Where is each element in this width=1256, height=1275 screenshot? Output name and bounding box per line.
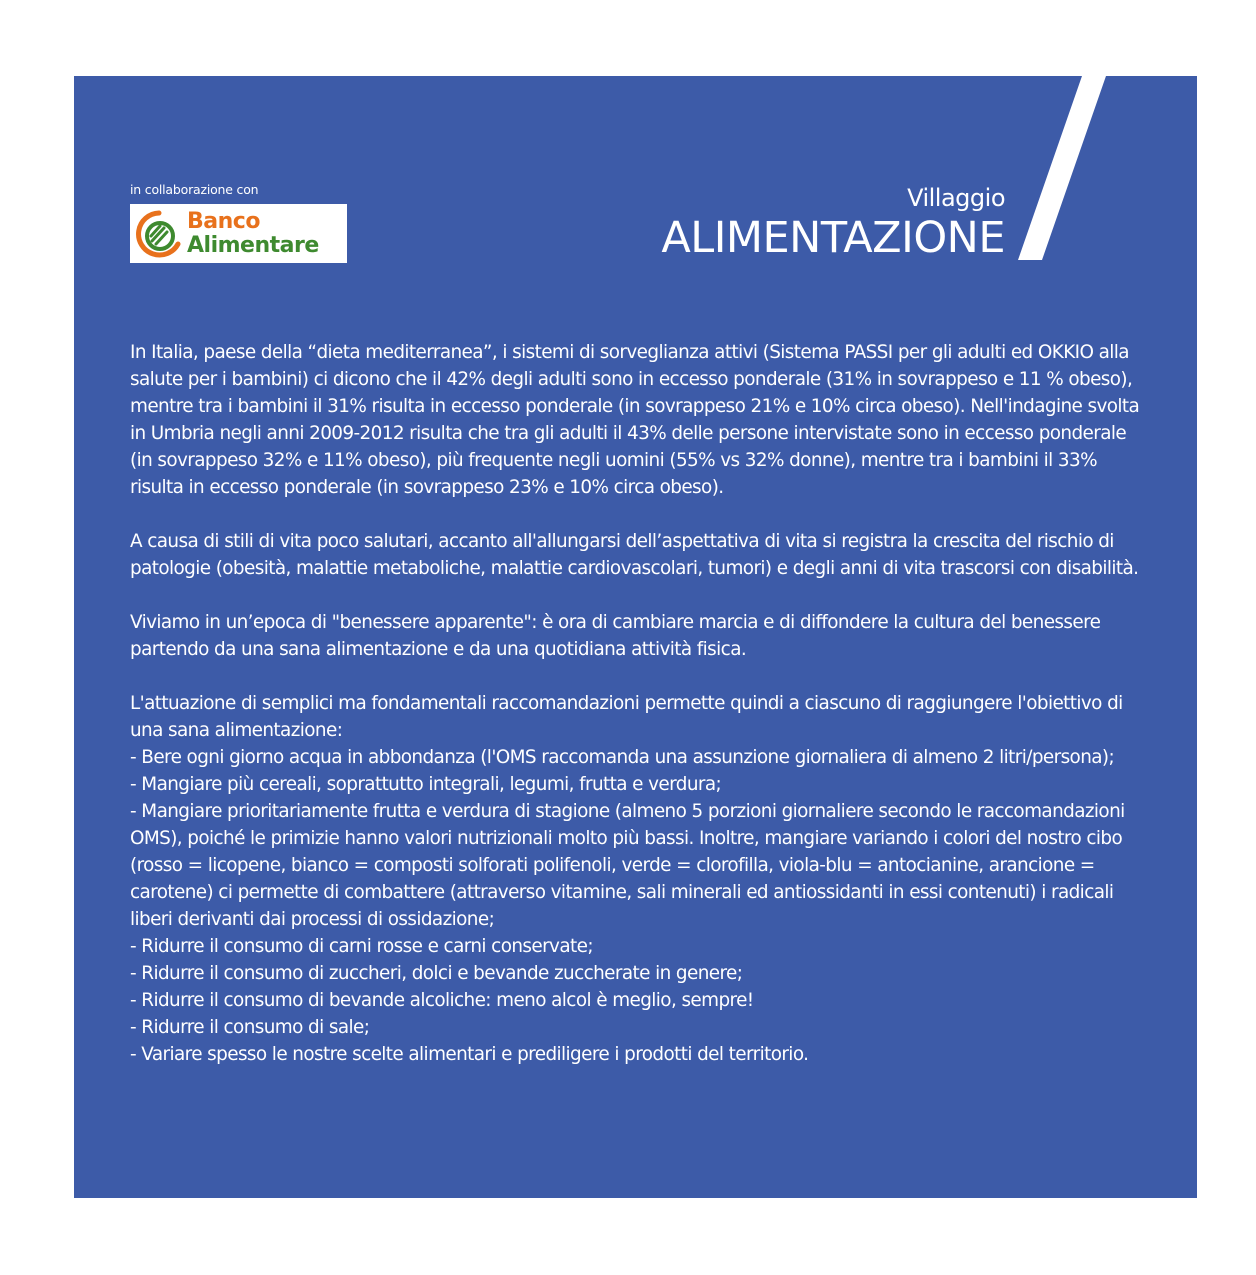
list-item: - Variare spesso le nostre scelte alimentari e prediligere i prodotti del territorio. (130, 1041, 1140, 1068)
logo-mark-icon (133, 208, 185, 260)
recommendations-list (130, 744, 1140, 1068)
paragraph-apparent-wellbeing: Viviamo in un’epoca di "benessere apparente": è ora di cambiare marcia e di diffondere la cultura del benessere partendo da una sana alimentazione e da una quotidiana attività fisica. (130, 612, 1101, 660)
logo-wordmark (187, 208, 319, 258)
list-item: - Ridurre il consumo di sale; (130, 1014, 1140, 1041)
info-panel (74, 76, 1197, 1198)
collaboration-label: in collaborazione con (130, 182, 259, 197)
recommendations-intro: L'attuazione di semplici ma fondamentali raccomandazioni permette quindi a ciascuno di raggiungere l'obiettivo di una sana alimentazione: (130, 693, 1123, 741)
list-item: - Ridurre il consumo di zuccheri, dolci e bevande zuccherate in genere; (130, 960, 1140, 987)
logo-word-alimentare: Alimentare (187, 232, 319, 258)
logo-word-banco: Banco (187, 208, 260, 234)
banco-alimentare-logo (130, 204, 347, 263)
list-item: - Ridurre il consumo di carni rosse e carni conservate; (130, 933, 1140, 960)
list-item: - Bere ogni giorno acqua in abbondanza (l'OMS raccomanda una assunzione giornaliera di almeno 2 litri/persona); (130, 744, 1140, 771)
article-body (130, 339, 1140, 1068)
paragraph-obesity-stats: In Italia, paese della “dieta mediterranea”, i sistemi di sorveglianza attivi (Sistema PASSI per gli adulti ed OKKIO alla salute per i bambini) ci dicono che il 42% degli adulti sono in eccesso ponderale (31% in sovrappeso e 11 % obeso), mentre tra i bambini il 31% risulta in eccesso ponderale (in sovrappeso 21% e 10% circa obeso). Nell'indagine svolta in Umbria negli anni 2009-2012 risulta che tra gli adulti il 43% delle persone intervistate sono in eccesso ponderale (in sovrappeso 32% e 11% obeso), più frequente negli uomini (55% vs 32% donne), mentre tra i bambini il 33% risulta in eccesso ponderale (in sovrappeso 23% e 10% circa obeso). (130, 342, 1140, 498)
section-title: ALIMENTAZIONE (661, 213, 1005, 263)
list-item: - Mangiare prioritariamente frutta e verdura di stagione (almeno 5 porzioni giornaliere secondo le raccomandazioni OMS), poiché le primizie hanno valori nutrizionali molto più bassi. Inoltre, mangiare variando i colori del nostro cibo (rosso = licopene, bianco = composti solforati polifenoli, verde = clorofilla, viola-blu = antocianine, arancione = carotene) ci permette di combattere (attraverso vitamine, sali minerali ed antiossidanti in essi contenuti) i radicali liberi derivanti dai processi di ossidazione; (130, 798, 1140, 933)
section-subtitle: Villaggio (907, 184, 1005, 212)
list-item: - Mangiare più cereali, soprattutto integrali, legumi, frutta e verdura; (130, 771, 1140, 798)
paragraph-lifestyle-risk: A causa di stili di vita poco salutari, accanto all'allungarsi dell’aspettativa di vita si registra la crescita del rischio di patologie (obesità, malattie metaboliche, malattie cardiovascolari, tumori) e degli anni di vita trascorsi con disabilità. (130, 531, 1139, 579)
list-item: - Ridurre il consumo di bevande alcoliche: meno alcol è meglio, sempre! (130, 987, 1140, 1014)
